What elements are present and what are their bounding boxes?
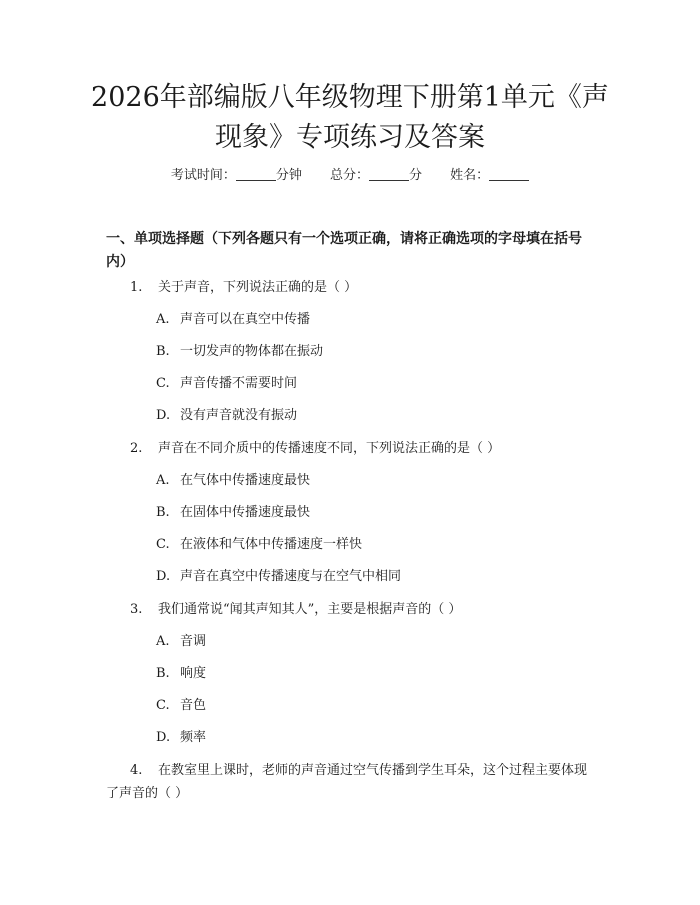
option-b <box>0 341 700 363</box>
question-number: 1. <box>130 280 143 295</box>
total-score-unit: 分 <box>409 168 423 183</box>
option-letter: A. <box>156 634 170 649</box>
question-stem <box>0 437 700 460</box>
question-text: 在教室里上课时，老师的声音通过空气传播到学生耳朵，这个过程主要体现了声音的（ ） <box>106 763 588 801</box>
question-number: 3. <box>130 602 143 617</box>
option-c <box>0 373 700 395</box>
question-stem <box>0 759 700 805</box>
question-list <box>0 276 700 815</box>
question-2 <box>0 437 700 588</box>
section-heading: 一、单项选择题（下列各题只有一个选项正确，请将正确选项的字母填在括号内） <box>106 231 582 270</box>
option-letter: D. <box>156 730 171 745</box>
option-letter: C. <box>156 537 170 552</box>
document-title: 2026年部编版八年级物理下册第1单元《声现象》专项练习及答案 <box>91 82 609 153</box>
option-a <box>0 309 700 331</box>
total-score-field <box>330 166 422 186</box>
student-name-field <box>450 166 529 186</box>
option-letter: C. <box>156 698 170 713</box>
option-letter: D. <box>156 569 171 584</box>
option-letter: B. <box>156 505 170 520</box>
option-text: 在固体中传播速度最快 <box>180 505 311 520</box>
option-c <box>0 695 700 717</box>
option-text: 频率 <box>180 730 207 745</box>
question-stem <box>0 276 700 299</box>
exam-time-blank <box>236 166 276 181</box>
option-a <box>0 631 700 653</box>
option-text: 音调 <box>180 634 207 649</box>
question-4 <box>0 759 700 805</box>
option-text: 声音传播不需要时间 <box>180 376 298 391</box>
student-name-label: 姓名： <box>450 168 490 183</box>
option-text: 声音可以在真空中传播 <box>180 312 311 327</box>
option-letter: D. <box>156 408 171 423</box>
exam-time-field <box>171 166 302 186</box>
option-d <box>0 727 700 749</box>
total-score-label: 总分： <box>329 168 369 183</box>
question-text: 关于声音，下列说法正确的是（ ） <box>158 280 358 295</box>
question-text: 我们通常说“闻其声知其人”，主要是根据声音的（ ） <box>158 602 462 617</box>
option-text: 声音在真空中传播速度与在空气中相同 <box>180 569 402 584</box>
option-letter: B. <box>156 666 170 681</box>
option-letter: A. <box>156 473 170 488</box>
option-d <box>0 566 700 588</box>
option-d <box>0 405 700 427</box>
exam-time-label: 考试时间： <box>170 168 236 183</box>
exam-info-line <box>0 166 700 186</box>
option-list <box>0 309 700 427</box>
option-letter: B. <box>156 344 170 359</box>
question-text: 声音在不同介质中的传播速度不同，下列说法正确的是（ ） <box>158 441 501 456</box>
question-1 <box>0 276 700 427</box>
option-letter: A. <box>156 312 170 327</box>
exam-time-unit: 分钟 <box>275 168 302 183</box>
option-list <box>0 470 700 588</box>
option-a <box>0 470 700 492</box>
option-letter: C. <box>156 376 170 391</box>
option-b <box>0 502 700 524</box>
option-c <box>0 534 700 556</box>
option-text: 没有声音就没有振动 <box>180 408 298 423</box>
option-text: 在液体和气体中传播速度一样快 <box>180 537 363 552</box>
option-text: 响度 <box>180 666 207 681</box>
option-text: 在气体中传播速度最快 <box>180 473 311 488</box>
question-3 <box>0 598 700 749</box>
question-number: 4. <box>130 763 143 778</box>
total-score-blank <box>369 166 409 181</box>
option-text: 音色 <box>180 698 207 713</box>
student-name-blank <box>489 166 529 181</box>
option-text: 一切发声的物体都在振动 <box>180 344 324 359</box>
question-stem <box>0 598 700 621</box>
option-b <box>0 663 700 685</box>
option-list <box>0 631 700 749</box>
question-number: 2. <box>130 441 143 456</box>
